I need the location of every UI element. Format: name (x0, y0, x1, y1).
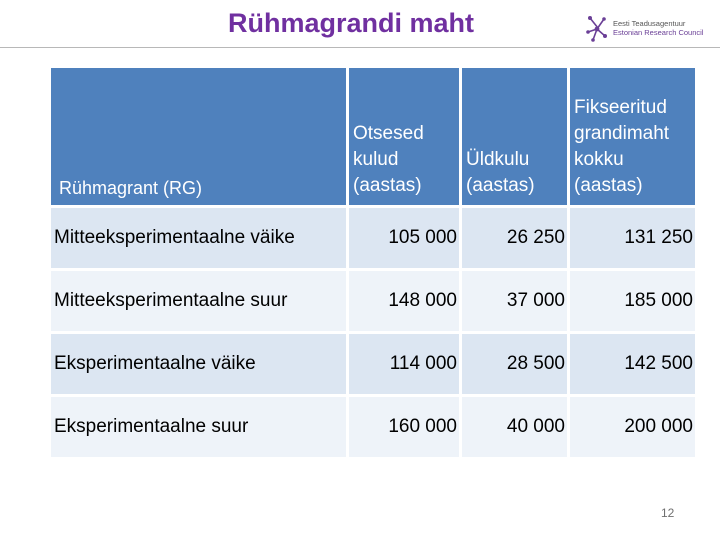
overhead-value: 26 250 (462, 208, 567, 268)
estonian-research-council-logo-icon (584, 14, 610, 44)
column-header-grant-type: Rühmagrant (RG) (51, 68, 346, 205)
total-value: 131 250 (570, 208, 695, 268)
logo-line-2: Estonian Research Council (613, 28, 704, 37)
title-divider (0, 47, 720, 48)
column-header-direct-costs: Otsesed kulud (aastas) (349, 68, 459, 205)
table-row (51, 397, 695, 457)
total-value: 200 000 (570, 397, 695, 457)
total-value: 142 500 (570, 334, 695, 394)
row-label: Mitteeksperimentaalne suur (51, 271, 346, 331)
direct-costs-value: 114 000 (349, 334, 459, 394)
overhead-value: 28 500 (462, 334, 567, 394)
total-value: 185 000 (570, 271, 695, 331)
slide-title: Rühmagrandi maht (228, 8, 475, 38)
grant-table (48, 65, 698, 460)
direct-costs-value: 105 000 (349, 208, 459, 268)
column-header-total: Fikseeritud grandimaht kokku (aastas) (570, 68, 695, 205)
logo (584, 14, 714, 44)
table-row (51, 208, 695, 268)
row-label: Eksperimentaalne väike (51, 334, 346, 394)
table-row (51, 271, 695, 331)
row-label: Mitteeksperimentaalne väike (51, 208, 346, 268)
row-label: Eksperimentaalne suur (51, 397, 346, 457)
logo-line-1: Eesti Teadusagentuur (613, 19, 686, 28)
table-row (51, 334, 695, 394)
overhead-value: 37 000 (462, 271, 567, 331)
page-number: 12 (661, 506, 675, 520)
column-header-overhead: Üldkulu (aastas) (462, 68, 567, 205)
overhead-value: 40 000 (462, 397, 567, 457)
direct-costs-value: 148 000 (349, 271, 459, 331)
table-header-row (51, 68, 695, 205)
direct-costs-value: 160 000 (349, 397, 459, 457)
